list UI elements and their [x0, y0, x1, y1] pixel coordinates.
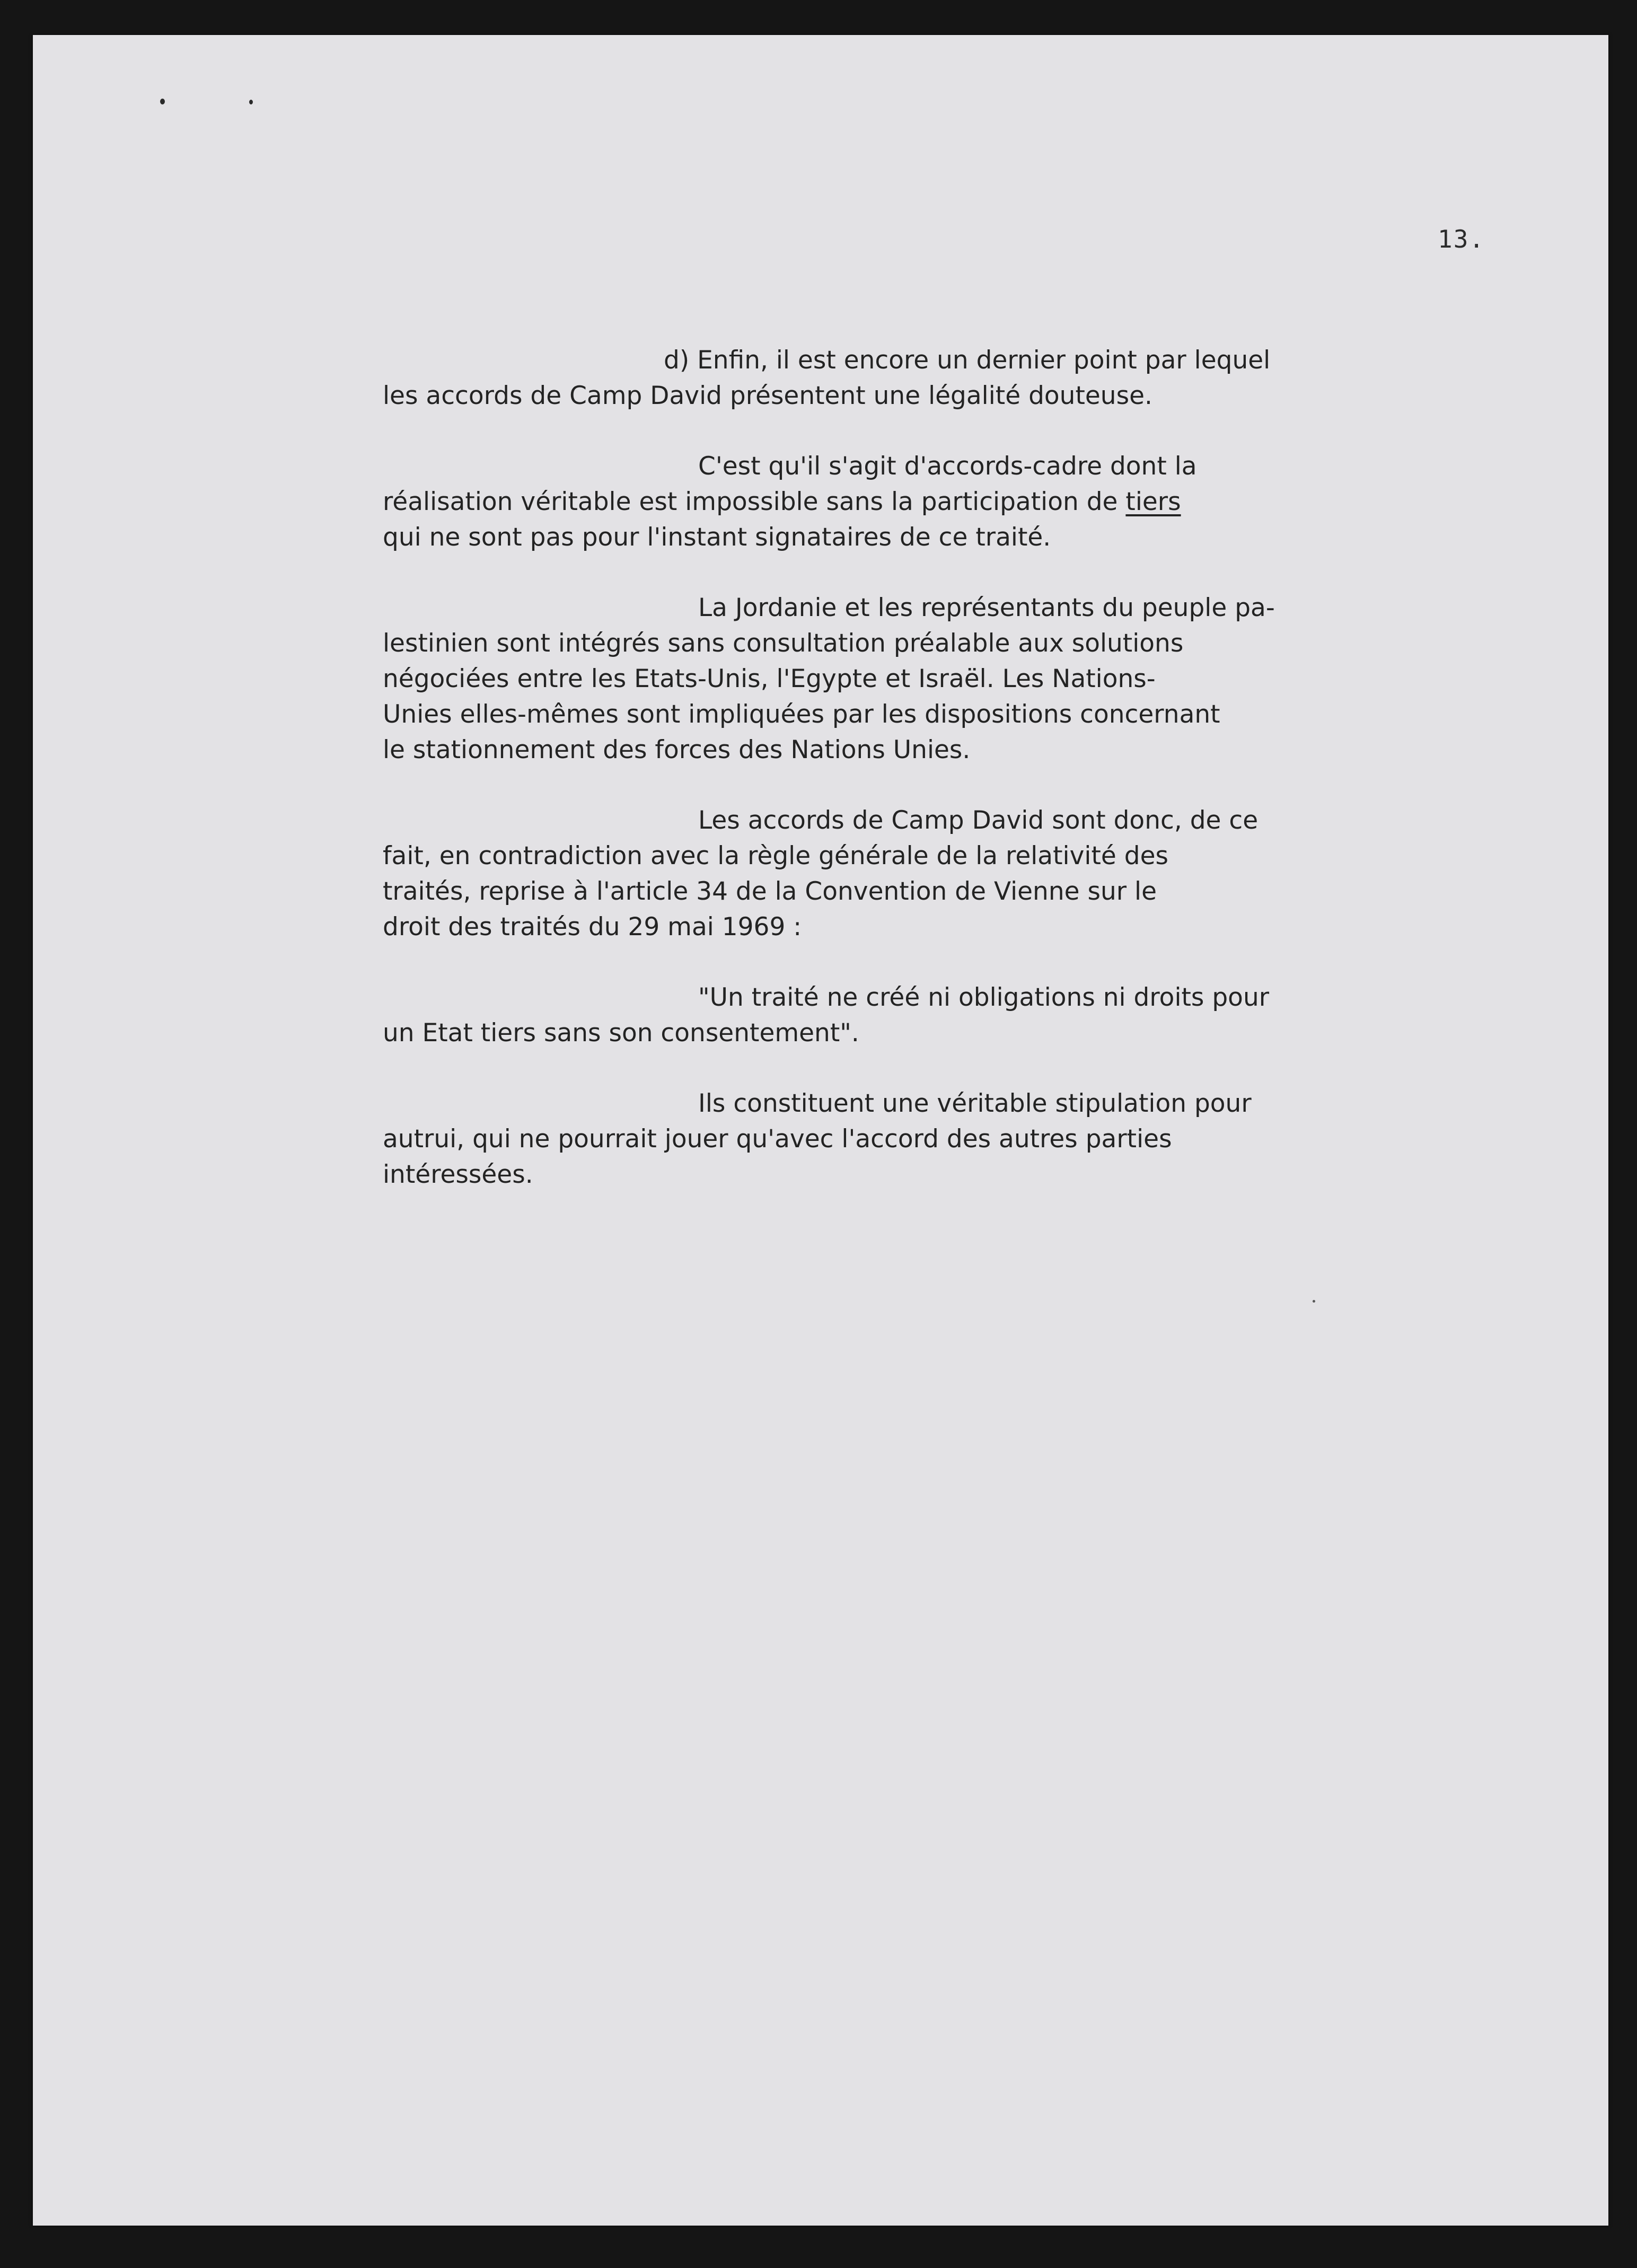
paragraph-d-enfin — [383, 342, 1517, 414]
text-segment: réalisation véritable est impossible sans la participation de — [383, 487, 1126, 516]
text-line: "Un traité ne créé ni obligations ni droits pour — [698, 983, 1270, 1012]
page-number: 13. — [1438, 225, 1485, 253]
text-line: un Etat tiers sans son consentement". — [383, 1018, 859, 1048]
text-line: le stationnement des forces des Nations Unies. — [383, 735, 971, 764]
text-line: Les accords de Camp David sont donc, de ce — [698, 806, 1258, 835]
text-line: C'est qu'il s'agit d'accords-cadre dont la — [698, 452, 1197, 481]
paragraph-contradiction — [383, 803, 1517, 945]
text-line: d) Enfin, il est encore un dernier point par lequel — [664, 346, 1271, 375]
text-line: intéressées. — [383, 1160, 533, 1189]
paragraph-jordanie — [383, 590, 1517, 768]
text-line: La Jordanie et les représentants du peuple pa- — [698, 593, 1275, 622]
ink-speck — [249, 100, 253, 104]
ink-speck — [160, 99, 165, 104]
document-page — [33, 35, 1608, 2226]
text-line: Ils constituent une véritable stipulation pour — [698, 1089, 1252, 1118]
text-line: autrui, qui ne pourrait jouer qu'avec l'accord des autres parties — [383, 1124, 1172, 1154]
underlined-word-tiers: tiers — [1125, 487, 1181, 516]
text-line: les accords de Camp David présentent une légalité douteuse. — [383, 381, 1152, 410]
text-line — [383, 484, 1517, 520]
text-line: négociées entre les Etats-Unis, l'Egypte et Israël. Les Nations- — [383, 664, 1156, 693]
text-line: lestinien sont intégrés sans consultation préalable aux solutions — [383, 629, 1184, 658]
text-line: fait, en contradiction avec la règle générale de la relativité des — [383, 841, 1168, 871]
text-line: qui ne sont pas pour l'instant signataires de ce traité. — [383, 523, 1051, 552]
paragraph-accords-cadre — [383, 449, 1517, 555]
text-line: Unies elles-mêmes sont impliquées par les dispositions concernant — [383, 700, 1220, 729]
text-line: droit des traités du 29 mai 1969 : — [383, 912, 802, 942]
text-line: traités, reprise à l'article 34 de la Convention de Vienne sur le — [383, 877, 1157, 906]
paragraph-quotation — [383, 980, 1517, 1051]
ink-speck — [1313, 1300, 1315, 1303]
document-body — [383, 342, 1517, 1227]
paragraph-stipulation — [383, 1086, 1517, 1192]
